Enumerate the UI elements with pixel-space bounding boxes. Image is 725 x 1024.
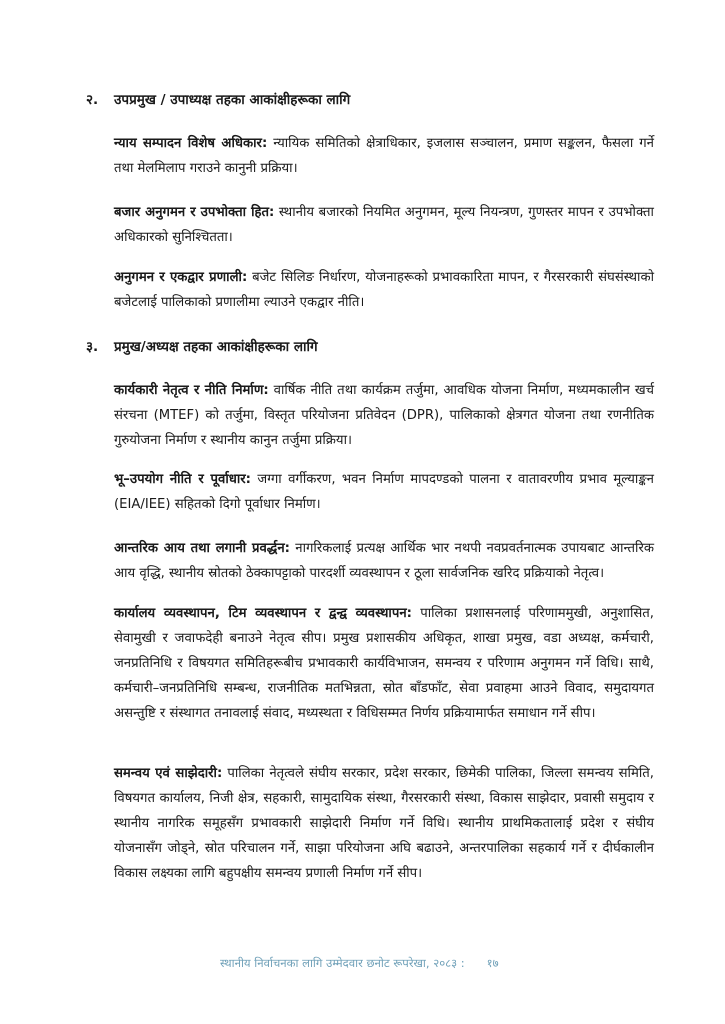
page-footer (220, 956, 499, 971)
paragraph-text: बजेट सिलिङ निर्धारण, योजनाहरूको प्रभावकारिता मापन, र गैरसरकारी संघसंस्थाको बजेटलाई पालिकाको प्रणालीमा ल्याउने एकद्वार नीति। (114, 270, 654, 310)
section-number: २. (86, 92, 99, 108)
paragraph-text: जग्गा वर्गीकरण, भवन निर्माण मापदण्डको पालना र वातावरणीय प्रभाव मूल्याङ्कन (EIA/IEE) सहितको दिगो पूर्वाधार निर्माण। (114, 472, 655, 512)
paragraph-term: अनुगमन र एकद्वार प्रणाली: (114, 270, 248, 285)
paragraph-monitoring-single-window (114, 265, 654, 315)
paragraph-text: न्यायिक समितिको क्षेत्राधिकार, इजलास सञ्चालन, प्रमाण सङ्कलन, फैसला गर्ने तथा मेलमिलाप गराउने कानुनी प्रक्रिया। (114, 136, 655, 176)
paragraph-land-use (114, 467, 654, 517)
paragraph-judicial-authority (114, 131, 654, 181)
paragraph-text: पालिका प्रशासनलाई परिणाममुखी, अनुशासित, सेवामुखी र जवाफदेही बनाउने नेतृत्व सीप। प्रमुख प्रशासकीय अधिकृत, शाखा प्रमुख, वडा अध्यक्ष, कर्मचारी, जनप्रतिनिधि र विषयगत समितिहरूबीच प्रभावकारी कार्यविभाजन, समन्वय र परिणाम अनुगमन गर्ने विधि। साथै, कर्मचारी–जनप्रतिनिधि सम्बन्ध, राजनीतिक मतभिन्नता, स्रोत बाँडफाँट, सेवा प्रवाहमा आउने विवाद, समुदायगत असन्तुष्टि र संस्थागत तनावलाई संवाद, मध्यस्थता र विधिसम्मत निर्णय प्रक्रियामार्फत समाधान गर्ने सीप। (114, 606, 654, 721)
paragraph-text: पालिका नेतृत्वले संघीय सरकार, प्रदेश सरकार, छिमेकी पालिका, जिल्ला समन्वय समिति, विषयगत कार्यालय, निजी क्षेत्र, सहकारी, सामुदायिक संस्था, गैरसरकारी संस्था, विकास साझेदार, प्रवासी समुदाय र स्थानीय नागरिक समूहसँग प्रभावकारी साझेदारी निर्माण गर्ने विधि। स्थानीय प्राथमिकतालाई प्रदेश र संघीय योजनासँग जोड्ने, स्रोत परिचालन गर्ने, साझा परियोजना अघि बढाउने, अन्तरपालिका सहकार्य गर्ने र दीर्घकालीन विकास लक्ष्यका लागि बहुपक्षीय समन्वय प्रणाली निर्माण गर्ने सीप। (114, 766, 654, 881)
paragraph-text: स्थानीय बजारको नियमित अनुगमन, मूल्य नियन्त्रण, गुणस्तर मापन र उपभोक्ता अधिकारको सुनिश्चितता। (114, 205, 654, 245)
paragraph-text: नागरिकलाई प्रत्यक्ष आर्थिक भार नथपी नवप्रवर्तनात्मक उपायबाट आन्तरिक आय वृद्धि, स्थानीय स्रोतको ठेक्कापट्टाको पारदर्शी व्यवस्थापन र ठूला सार्वजनिक खरिद प्रक्रियाको नेतृत्व। (114, 541, 654, 581)
section-title: उपप्रमुख / उपाध्यक्ष तहका आकांक्षीहरूका लागि (114, 92, 351, 108)
paragraph-office-management (114, 601, 654, 726)
paragraph-term: भू–उपयोग नीति र पूर्वाधार: (114, 472, 251, 487)
paragraph-internal-revenue (114, 536, 654, 586)
paragraph-executive-leadership (114, 378, 654, 453)
paragraph-text: वार्षिक नीति तथा कार्यक्रम तर्जुमा, आवधिक योजना निर्माण, मध्यमकालीन खर्च संरचना (MTEF) को तर्जुमा, विस्तृत परियोजना प्रतिवेदन (DPR), पालिकाको क्षेत्रगत योजना तथा रणनीतिक गुरुयोजना निर्माण र स्थानीय कानुन तर्जुमा प्रक्रिया। (114, 383, 654, 448)
paragraph-term: कार्यालय व्यवस्थापन, टिम व्यवस्थापन र द्वन्द्व व्यवस्थापन: (114, 606, 412, 621)
section-2-heading (86, 90, 350, 110)
paragraph-term: बजार अनुगमन र उपभोक्ता हित: (114, 205, 275, 220)
paragraph-market-monitoring (114, 200, 654, 250)
section-title: प्रमुख/अध्यक्ष तहका आकांक्षीहरूका लागि (114, 339, 318, 355)
paragraph-term: न्याय सम्पादन विशेष अधिकार: (114, 136, 268, 151)
section-number: ३. (86, 339, 99, 355)
footer-text: स्थानीय निर्वाचनका लागि उम्मेदवार छनोट रूपरेखा, २०८३ : (220, 956, 465, 970)
page-number: १७ (486, 956, 499, 970)
paragraph-term: कार्यकारी नेतृत्व र नीति निर्माण: (114, 383, 269, 398)
paragraph-term: समन्वय एवं साझेदारी: (114, 766, 223, 781)
section-3-heading (86, 337, 318, 357)
paragraph-coordination-partnership (114, 761, 654, 886)
paragraph-term: आन्तरिक आय तथा लगानी प्रवर्द्धन: (114, 541, 290, 556)
